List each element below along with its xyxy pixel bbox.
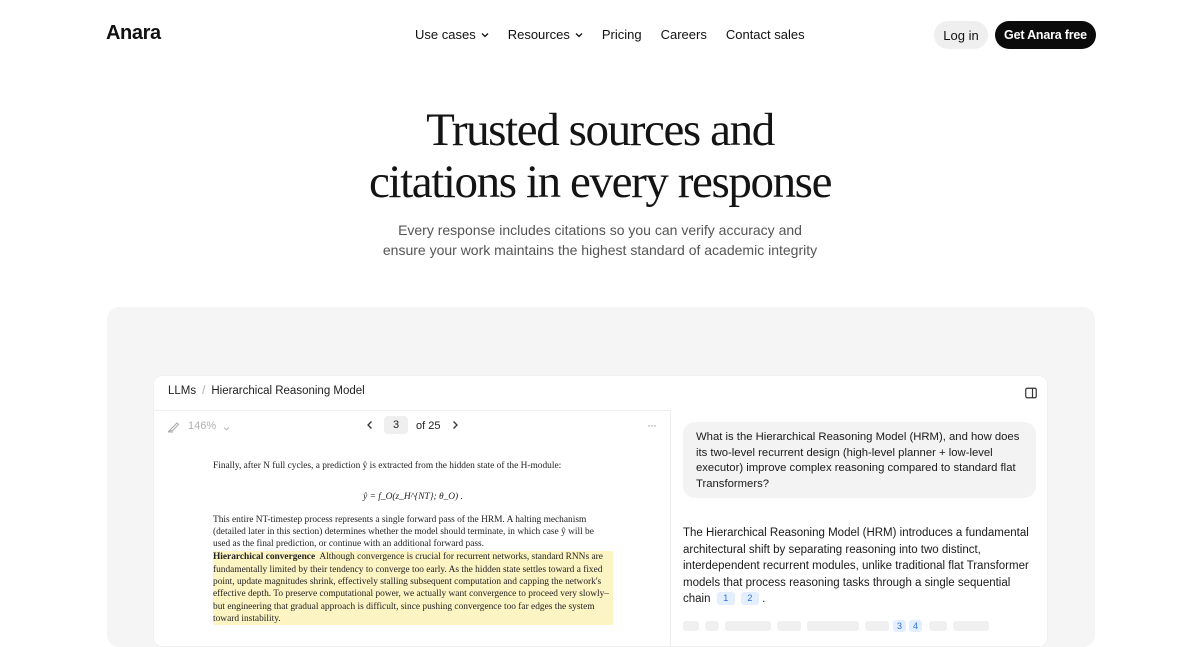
nav-careers[interactable] <box>661 27 707 42</box>
highlighter-icon[interactable] <box>167 420 180 433</box>
pdf-paragraph: This entire NT-timestep process represents a single forward pass of the HRM. A halting mechanism (detailed later in this section) determines whether the model should terminate, in which case ŷ will be used as the final prediction, or continue with an additional forward pass. <box>213 514 594 550</box>
pdf-highlight-title: Hierarchical convergence <box>213 552 316 563</box>
answer-body: The Hierarchical Reasoning Model (HRM) introduces a fundamental architectural shift by separating reasoning into two distinct, interdependent recurrent modules, unlike traditional flat Transformer models that process reasoning tasks through a single sequential chain <box>683 527 1029 606</box>
nav-resources[interactable] <box>508 27 583 42</box>
skeleton-block <box>777 621 801 631</box>
skeleton-block <box>725 621 771 631</box>
hero-subtitle-line: ensure your work maintains the highest standard of academic integrity <box>382 242 818 258</box>
pdf-toolbar <box>154 412 670 440</box>
hero-title-line: Trusted sources and <box>426 104 774 156</box>
breadcrumb-item-current: Hierarchical Reasoning Model <box>211 385 365 397</box>
answer-text <box>683 525 1038 608</box>
answer-end: . <box>762 593 766 606</box>
skeleton-block <box>929 621 947 631</box>
chevron-right-icon[interactable] <box>450 419 460 431</box>
skeleton-block <box>865 621 889 631</box>
breadcrumb-separator: / <box>202 385 206 397</box>
pane-divider <box>670 410 671 646</box>
login-button[interactable]: Log in <box>934 21 988 49</box>
skeleton-block <box>953 621 989 631</box>
citation-badge[interactable]: 1 <box>717 592 735 605</box>
nav-link-label: Contact sales <box>725 27 805 42</box>
skeleton-block <box>683 621 699 631</box>
chevron-left-icon[interactable] <box>365 419 375 431</box>
question-text: What is the Hierarchical Reasoning Model (HRM), and how does its two-level recurrent design (high-level planner + low-level executor) improve complex reasoning compared to standard flat Transformers? <box>696 431 1020 490</box>
get-anara-free-button[interactable]: Get Anara free <box>995 21 1096 49</box>
chevron-down-icon[interactable] <box>223 423 230 435</box>
sidebar-toggle-icon[interactable] <box>1025 386 1037 398</box>
pdf-highlighted-paragraph[interactable] <box>213 551 613 625</box>
skeleton-block <box>807 621 859 631</box>
more-options-icon[interactable]: ··· <box>647 418 656 432</box>
breadcrumb-item[interactable]: LLMs <box>168 385 197 397</box>
nav-link-label: Resources <box>507 27 570 42</box>
pdf-formula: ŷ = f_O(z_H^{NT}; θ_O) . <box>363 492 463 503</box>
nav-contact-sales[interactable] <box>726 27 805 42</box>
hero-subtitle <box>0 220 1200 260</box>
pdf-highlight-text: Although convergence is crucial for recurrent networks, standard RNNs are fundamentally limited by their tendency to converge too early. As the hidden state settles toward a fixed point, update magnitudes shrink, effectively stalling subsequent computation and capping the network's effective depth. To preserve computational power, we actually want convergence to proceed very slowly–but engineering that gradual approach is difficult, since pushing convergence too far edges the system toward instability. <box>213 552 609 624</box>
hero-subtitle-line: Every response includes citations so you can verify accuracy and <box>398 222 802 238</box>
citation-badge[interactable]: 3 <box>893 620 906 632</box>
question-bubble <box>683 422 1036 498</box>
page-number-input[interactable]: 3 <box>384 416 408 434</box>
nav-use-cases[interactable] <box>415 27 489 42</box>
chevron-down-icon <box>575 31 583 39</box>
nav-pricing[interactable] <box>602 27 642 42</box>
page-count: of 25 <box>416 420 441 432</box>
hero-title-line: citations in every response <box>368 156 832 208</box>
logo[interactable]: Anara <box>106 22 161 44</box>
chevron-down-icon <box>481 31 489 39</box>
pdf-page <box>213 460 613 625</box>
nav-link-label: Use cases <box>415 27 476 42</box>
nav-link-label: Pricing <box>601 27 642 42</box>
pdf-paragraph: Finally, after N full cycles, a prediction ŷ is extracted from the hidden state of the H-module: <box>213 461 562 471</box>
breadcrumb <box>168 385 365 397</box>
citation-badge[interactable]: 4 <box>909 620 922 632</box>
demo-app-window <box>154 376 1047 646</box>
loading-placeholder-row <box>683 621 1023 631</box>
toolbar-divider <box>154 410 670 411</box>
skeleton-block <box>705 621 719 631</box>
hero-title <box>0 104 1200 208</box>
nav-links <box>415 27 824 42</box>
citation-badge[interactable]: 2 <box>741 592 759 605</box>
nav-link-label: Careers <box>660 27 707 42</box>
top-nav <box>0 0 1200 70</box>
zoom-level[interactable]: 146% <box>188 420 217 432</box>
